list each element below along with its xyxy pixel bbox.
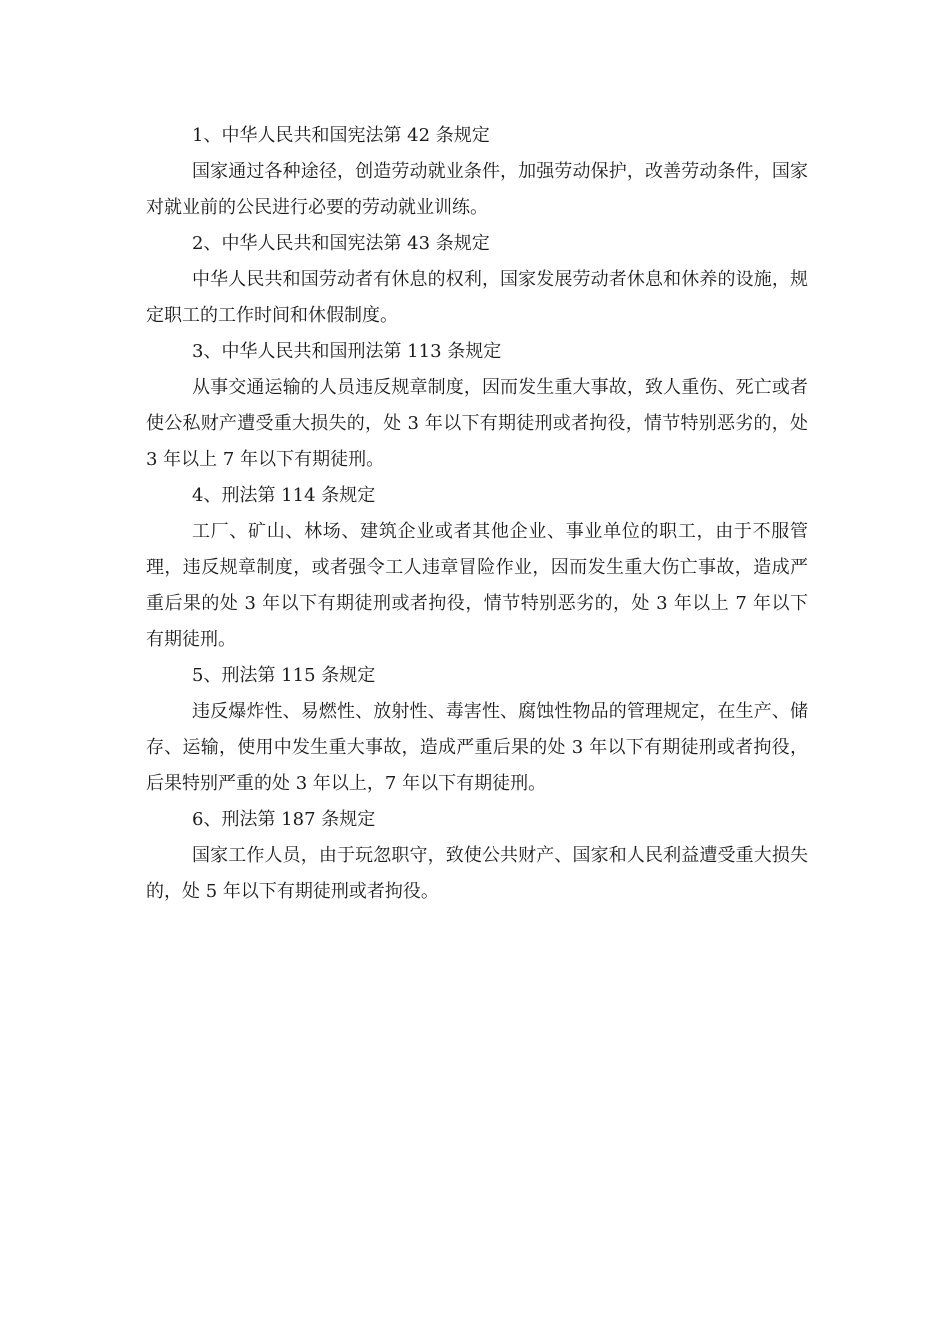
article-block	[146, 658, 808, 802]
article-block	[146, 334, 808, 478]
article-block	[146, 226, 808, 334]
article-heading: 5、刑法第 115 条规定	[192, 665, 376, 686]
article-text: 违反爆炸性、易燃性、放射性、毒害性、腐蚀性物品的管理规定，在生产、储存、运输，使用中发生重大事故，造成严重后果的处 3 年以下有期徒刑或者拘役，后果特别严重的处 3 年以上，7 年以下有期徒刑。	[146, 701, 808, 794]
article-block	[146, 478, 808, 658]
article-block	[146, 118, 808, 226]
article-heading: 6、刑法第 187 条规定	[192, 809, 376, 830]
article-heading: 1、中华人民共和国宪法第 42 条规定	[192, 125, 490, 146]
document-body	[146, 118, 808, 910]
article-text: 中华人民共和国劳动者有休息的权利，国家发展劳动者休息和休养的设施，规定职工的工作时间和休假制度。	[146, 269, 808, 326]
article-text: 从事交通运输的人员违反规章制度，因而发生重大事故，致人重伤、死亡或者使公私财产遭受重大损失的，处 3 年以下有期徒刑或者拘役，情节特别恶劣的，处 3 年以上 7 年以下有期徒刑。	[146, 377, 808, 470]
article-text: 国家工作人员，由于玩忽职守，致使公共财产、国家和人民利益遭受重大损失的，处 5 年以下有期徒刑或者拘役。	[146, 845, 808, 902]
article-heading: 2、中华人民共和国宪法第 43 条规定	[192, 233, 490, 254]
article-block	[146, 802, 808, 910]
article-text: 国家通过各种途径，创造劳动就业条件，加强劳动保护，改善劳动条件，国家对就业前的公民进行必要的劳动就业训练。	[146, 161, 808, 218]
article-text: 工厂、矿山、林场、建筑企业或者其他企业、事业单位的职工，由于不服管理，违反规章制度，或者强令工人违章冒险作业，因而发生重大伤亡事故，造成严重后果的处 3 年以下有期徒刑或者拘役，情节特别恶劣的，处 3 年以上 7 年以下有期徒刑。	[146, 521, 808, 650]
article-heading: 4、刑法第 114 条规定	[192, 485, 376, 506]
article-heading: 3、中华人民共和国刑法第 113 条规定	[192, 341, 502, 362]
